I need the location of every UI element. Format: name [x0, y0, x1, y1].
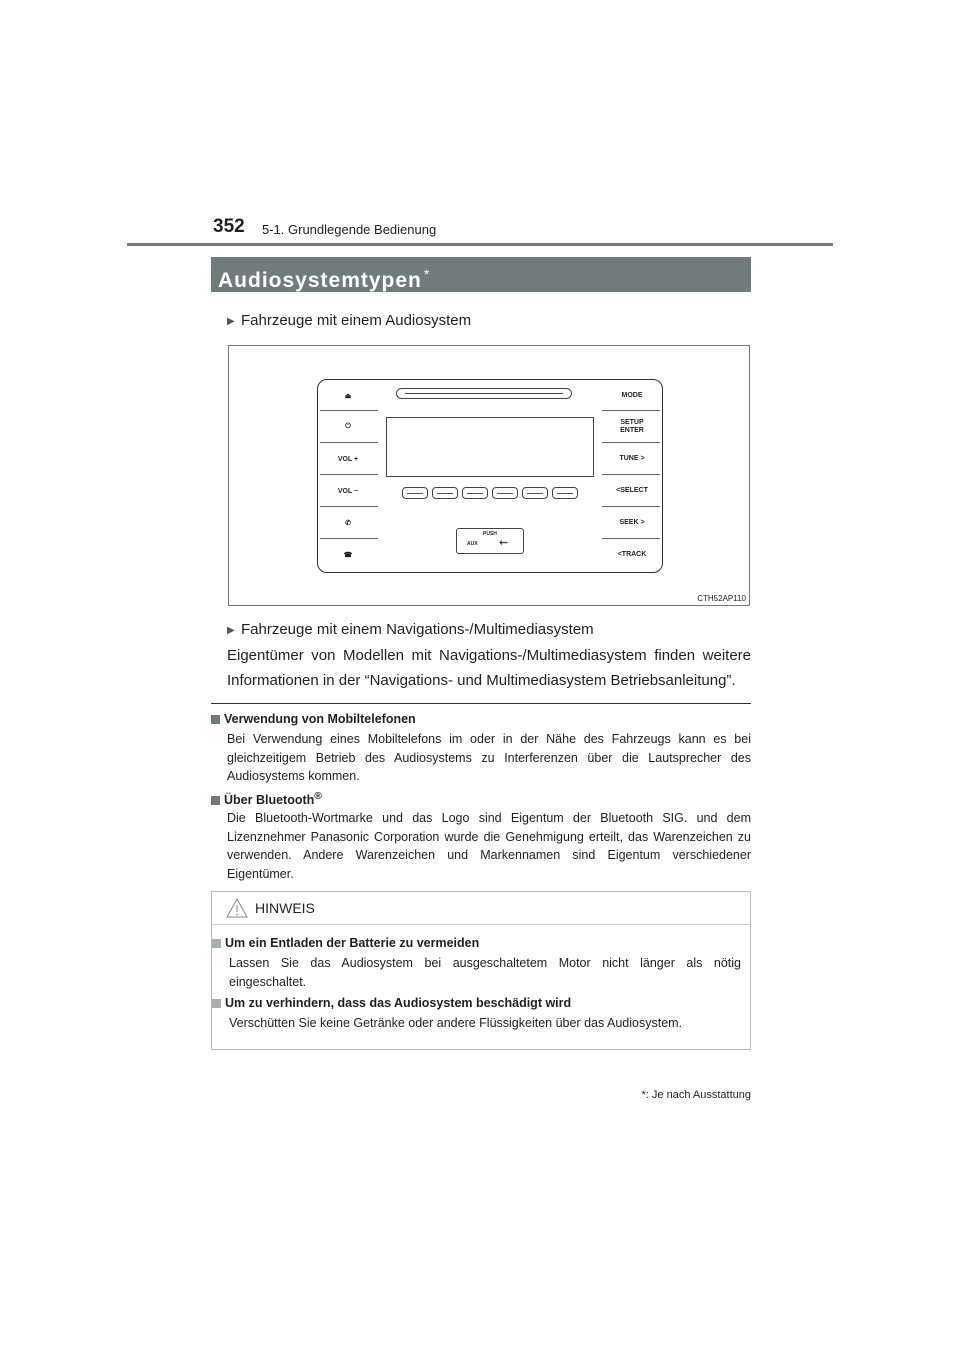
vol-down-button: VOL −: [337, 487, 359, 495]
square-bullet-icon: [212, 939, 221, 948]
power-button: ⏻: [345, 423, 351, 430]
bullet-audio-text: Fahrzeuge mit einem Audiosystem: [241, 312, 472, 329]
eject-button: ⏏: [344, 393, 352, 400]
aux-push-label: PUSH: [483, 531, 497, 537]
select-button: <SELECT: [616, 487, 648, 494]
warning-triangle-icon: [226, 898, 248, 918]
arrow-right-icon: ▶: [227, 316, 235, 327]
radio-faceplate: [317, 379, 663, 573]
preset-button: [552, 487, 578, 499]
footnote: *: Je nach Ausstattung: [641, 1089, 751, 1101]
hinweis-box: [211, 891, 751, 1050]
preset-button: [492, 487, 518, 499]
note-heading-bluetooth: Über Bluetooth®: [211, 791, 322, 807]
hinweis-header: [212, 892, 750, 925]
hinweis-body-damage: Verschütten Sie keine Getränke oder andere Flüssigkeiten über das Audiosystem.: [229, 1016, 683, 1030]
hinweis-heading-battery: Um ein Entladen der Batterie zu vermeiden: [212, 936, 479, 950]
preset-button: [522, 487, 548, 499]
square-bullet-icon: [211, 796, 220, 805]
preset-button: [462, 487, 488, 499]
note-heading-mobile: Verwendung von Mobiltelefonen: [211, 712, 416, 726]
setup-enter-button: SETUP ENTER: [620, 419, 644, 434]
preset-button: [402, 487, 428, 499]
phone-off-hook-button: ✆: [345, 520, 351, 527]
bullet-audio: [227, 312, 471, 329]
mode-button: MODE: [621, 392, 643, 399]
hinweis-heading-damage: Um zu verhindern, dass das Audiosystem beschädigt wird: [212, 996, 571, 1010]
note-body-bluetooth: Die Bluetooth-Wortmarke und das Logo sind Eigentum der Bluetooth SIG. und dem Lizenznehmer Panasonic Corporation wurde die Genehmigung erteilt, das Warenzeichen zu verwenden. Andere Warenzeichen und Markennamen sind Eigentum verschiedener Eigentümer.: [227, 811, 751, 881]
usb-icon: ⇜: [499, 537, 509, 549]
chapter-title: 5-1. Grundlegende Bedienung: [262, 222, 437, 237]
header-rule: [127, 243, 833, 246]
preset-buttons: [402, 487, 578, 499]
aux-usb-port: [456, 528, 524, 554]
arrow-right-icon: ▶: [227, 625, 235, 636]
section-title-bar: [211, 257, 751, 292]
audio-unit-figure: [228, 345, 750, 606]
equipment-marker: *: [423, 266, 431, 282]
bullet-navi-text: Fahrzeuge mit einem Navigations-/Multimediasystem: [241, 621, 594, 638]
bullet-navi: [227, 621, 594, 638]
track-button: <TRACK: [617, 551, 647, 558]
preset-button: [432, 487, 458, 499]
intro-paragraph: Eigentümer von Modellen mit Navigations-/Multimediasystem finden weitere Informationen in der “Navigations- und Multimediasystem Betriebsanleitung”.: [227, 647, 751, 689]
seek-button: SEEK >: [619, 519, 645, 526]
vol-up-button: VOL +: [337, 455, 359, 463]
figure-code: CTH52AP110: [697, 594, 746, 603]
page-number: 352: [213, 216, 245, 237]
aux-label: AUX: [467, 541, 478, 547]
radio-display: [386, 417, 594, 477]
hinweis-label: HINWEIS: [255, 900, 315, 916]
square-bullet-icon: [212, 999, 221, 1008]
square-bullet-icon: [211, 715, 220, 724]
section-separator: [211, 703, 751, 704]
cd-slot: [396, 388, 572, 399]
section-title: Audiosystemtypen: [218, 269, 422, 292]
tune-button: TUNE >: [619, 455, 645, 462]
note-body-mobile: Bei Verwendung eines Mobiltelefons im oder in der Nähe des Fahrzeugs kann es bei gleichzeitigem Betrieb des Audiosystems zu Interferenzen über die Lautsprecher des Audiosystems kommen.: [227, 732, 751, 783]
hinweis-body-battery: Lassen Sie das Audiosystem bei ausgeschaltetem Motor nicht länger als nötig eingeschaltet.: [229, 956, 741, 989]
phone-on-hook-button: ☎: [343, 552, 353, 559]
